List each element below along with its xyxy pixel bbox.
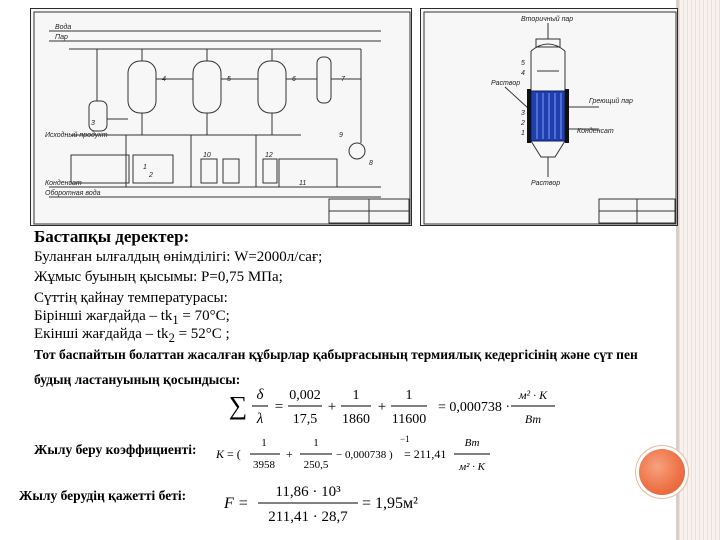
number-label: 1 [521,130,525,137]
unit-denominator: Вт [524,412,542,426]
number-label: 8 [369,160,373,167]
delta-symbol: δ [256,387,264,403]
f-symbol: F = [224,495,249,512]
resistance-text-line1: Тот баспайтын болаттан жасалған құбырлар қабырғасының термиялық кедергісінің және сүт пен [34,347,638,362]
productivity-line: Буланған ылғалдың өнімділігі: W=2000л/сағ; [34,249,323,265]
term2-numerator: 1 [352,388,360,403]
result-value: = 0,000738 · [437,400,511,415]
power-exponent: −1 [400,434,410,444]
label-condensate: Конденсат [45,180,82,187]
term1-denominator: 3958 [253,459,275,471]
evaporator-drawing [420,8,678,226]
unit-numerator: Вт [464,437,480,449]
number-label: 3 [521,110,525,117]
first-case-line [34,308,230,328]
process-flow-drawing [30,8,412,226]
boiling-temperature-line: Сүттің қайнау температурасы: [34,290,228,306]
heading: Бастапқы деректер: [34,227,190,246]
second-case-text: Екінші жағдайда – tk [34,326,169,342]
number-label: 2 [149,172,153,179]
orange-circle-decoration [639,449,685,495]
resistance-text-line2: будың ластануының қосындысы: [34,372,241,387]
open-paren: = ( [227,447,241,461]
heat-transfer-surface-label: Жылу берудің қажетті беті: [19,488,187,503]
evaporator-diagram [421,9,679,227]
term2-denominator: 1860 [342,412,370,427]
unit-denominator: м² · К [459,461,485,473]
label-return-water: Оборотная вода [45,190,101,197]
term3-numerator: 1 [405,388,413,403]
label-secondary-steam: Вторичный пар [521,16,574,23]
heat-transfer-surface-formula [222,478,432,526]
plus-sign: + [327,399,337,415]
number-label: 5 [227,76,231,83]
number-label: 12 [265,152,273,159]
label-steam: Пар [55,34,68,41]
k-symbol: К [216,447,224,461]
first-case-subscript: 1 [172,313,179,327]
label-initial-product: Исходный продукт [45,132,108,139]
pressure-line: Жұмыс буының қысымы: Р=0,75 МПа; [34,269,283,285]
numerator: 11,86 · 10³ [275,484,341,500]
result-value: = 211,41 [404,447,447,461]
label-water: Вода [55,24,72,31]
number-label: 4 [162,76,166,83]
second-case-subscript: 2 [168,331,175,345]
number-label: 6 [292,76,296,83]
plus-sign: + [377,399,387,415]
term1-denominator: 17,5 [292,412,318,427]
number-label: 1 [143,164,147,171]
denominator: 211,41 · 28,7 [268,509,348,525]
term3-denominator: 11600 [391,412,427,427]
term2-denominator: 250,5 [303,459,329,471]
term2-numerator: 1 [313,437,319,449]
label-solution-in: Раствор [491,80,521,87]
number-label: 11 [299,180,307,187]
term1-numerator: 1 [261,437,267,449]
formula-tail: − 0,000738 ) [336,449,393,461]
equals-sign: = [274,399,284,415]
heat-transfer-coefficient-formula [214,432,494,476]
plus-sign: + [286,447,293,461]
number-label: 9 [339,132,343,139]
process-flow-diagram [31,9,413,227]
second-case-value: = 52°С ; [174,326,230,342]
number-label: 2 [521,120,525,127]
label-condensate: Конденсат [577,128,614,135]
term1-numerator: 0,002 [289,388,321,403]
number-label: 10 [203,152,211,159]
first-case-value: = 70°С; [178,308,230,324]
second-case-line [34,326,230,346]
label-solution-out: Раствор [531,180,561,187]
label-heating-steam: Греющий пар [589,98,633,105]
result-value: = 1,95м² [362,495,418,512]
sum-symbol: ∑ [228,391,248,420]
lambda-symbol: λ [256,411,264,427]
number-label: 7 [341,76,345,83]
first-case-text: Бірінші жағдайда – tk [34,308,173,324]
number-label: 4 [521,70,525,77]
decorative-right-border [676,0,720,540]
heat-transfer-coefficient-label: Жылу беру коэффициенті: [34,442,197,457]
unit-numerator: м² · К [518,388,548,402]
number-label: 3 [91,120,95,127]
number-label: 5 [521,60,525,67]
thermal-resistance-formula [228,381,558,431]
